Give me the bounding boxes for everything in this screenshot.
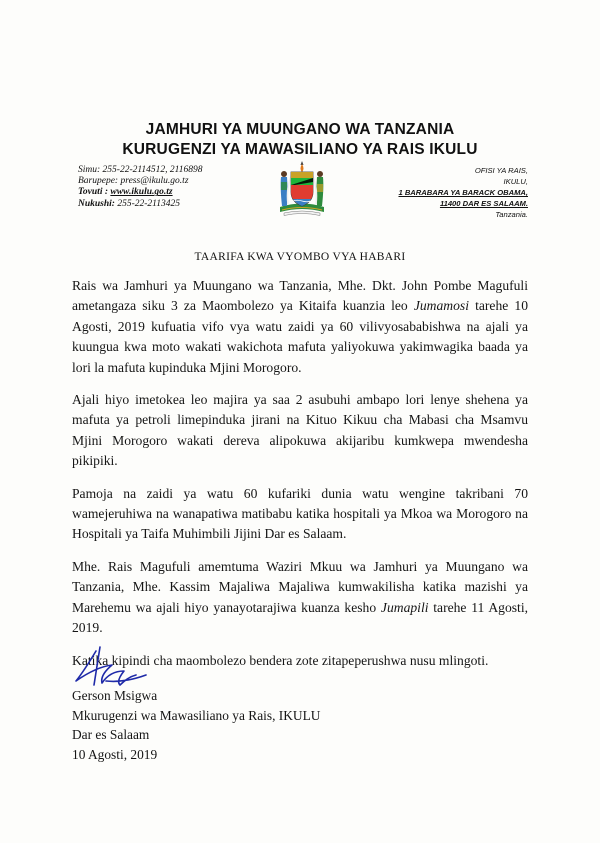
address-line-2: IKULU, xyxy=(503,177,528,186)
signature-block xyxy=(72,686,320,764)
document-body xyxy=(72,276,528,683)
address-line-5: Tanzania. xyxy=(495,210,528,219)
paragraph-4: Mhe. Rais Magufuli amemtuma Waziri Mkuu wa Jamhuri ya Muungano wa Tanzania, Mhe. Kassim Majaliwa Majaliwa kumwakilisha katika mazishi ya Marehemu wa ajali hiyo yanayotarajiwa kuanza kesho Jumapili tarehe 11 Agosti, 2019. xyxy=(72,558,528,636)
email-value: press@ikulu.go.tz xyxy=(120,176,189,187)
tanzania-coat-of-arms-icon xyxy=(274,160,330,216)
signoff-city: Dar es Salaam xyxy=(72,727,150,743)
signatory-name: Gerson Msigwa xyxy=(72,688,158,703)
phone-value: 255-22-2114512, 2116898 xyxy=(102,165,203,175)
header-country: JAMHURI YA MUUNGANO WA TANZANIA xyxy=(145,121,455,138)
document-title: TAARIFA KWA VYOMBO VYA HABARI xyxy=(194,251,406,263)
signatory-position: Mkurugenzi wa Mawasiliano ya Rais, IKULU xyxy=(72,707,321,723)
header-directorate: KURUGENZI YA MAWASILIANO YA RAIS IKULU xyxy=(122,141,478,158)
signoff-date: 10 Agosti, 2019 xyxy=(72,746,158,762)
paragraph-3: Pamoja na zaidi ya watu 60 kufariki dunia watu wengine takribani 70 wamejeruhiwa na wanapatiwa matibabu katika hospitali ya Mkoa wa Morogoro na Hospitali ya Taifa Muhimbili Jijini Dar es Salaam. xyxy=(72,485,528,542)
paragraph-1: Rais wa Jamhuri ya Muungano wa Tanzania, Mhe. Dkt. John Pombe Magufuli ametangaza siku 3 za Maombolezo ya Kitaifa kuanzia leo Jumamosi tarehe 10 Agosti, 2019 kufuatia vifo vya watu zaidi ya 60 vilivyosababishwa na ajali ya kuungua kwa moto wakati wakichota mafuta yaliyokuwa yakimwagika baada ya lori la mafuta kupinduka Mjini Morogoro. xyxy=(72,278,528,375)
address-line-4: 11400 DAR ES SALAAM. xyxy=(439,199,528,208)
website-link[interactable]: www.ikulu.go.tz xyxy=(110,187,173,198)
email-label: Barupepe: xyxy=(78,176,119,187)
phone-label: Simu: xyxy=(78,165,101,175)
paragraph-2: Ajali hiyo imetokea leo majira ya saa 2 asubuhi ambapo lori lenye shehena ya mafuta ya petroli limepinduka jirani na Kituo Kikuu cha Mabasi cha Msamvu Mjini Morogoro wakati dereva alipokuwa akijaribu kumkwepa mwendesha pikipiki. xyxy=(72,392,528,469)
contact-details xyxy=(78,165,202,210)
address-line-1: OFISI YA RAIS, xyxy=(474,166,528,175)
fax-label: Nukushi: xyxy=(78,198,115,209)
address-line-3: 1 BARABARA YA BARACK OBAMA, xyxy=(398,188,528,197)
web-label: Tovuti : xyxy=(78,187,108,198)
coat-of-arms-drawing xyxy=(280,161,324,216)
paragraph-5: Katika kipindi cha maombolezo bendera zote zitapeperushwa nusu mlingoti. xyxy=(72,652,489,668)
fax-value: 255-22-2113425 xyxy=(117,198,180,209)
office-address xyxy=(398,165,528,220)
